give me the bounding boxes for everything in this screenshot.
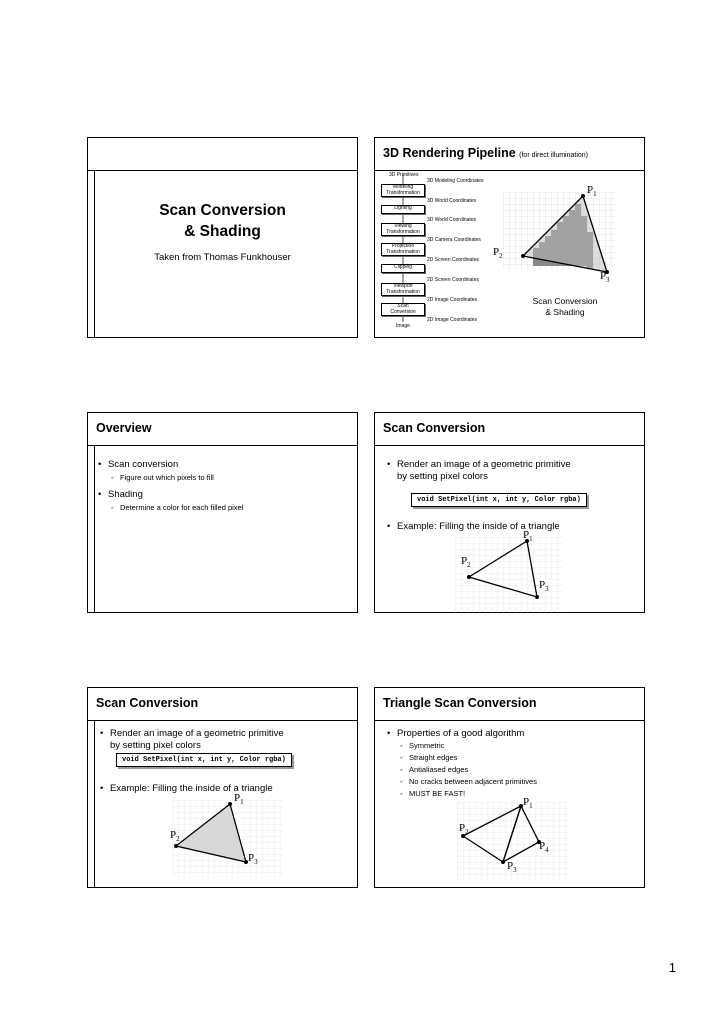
pipeline-diagram: [375, 170, 644, 337]
slide-title: Overview: [96, 421, 152, 435]
slide-header: [375, 688, 644, 721]
slide-title: Triangle Scan Conversion: [383, 696, 537, 710]
pipeline-triangle-raster: [503, 192, 623, 272]
bullet-item: • Example: Filling the inside of a triangle: [110, 783, 273, 795]
sub-bullet-item: ◦ Straight edges: [409, 752, 457, 763]
vertex-label-p1: $P_1$: [523, 796, 533, 811]
vertex-label-p1: $P_1$: [234, 792, 244, 807]
pipeline-label: 2D Screen Coordinates: [427, 277, 479, 283]
slide-subtitle: (for direct illumination): [519, 152, 589, 159]
vertex-label-p1: $P_1$: [587, 184, 597, 199]
pipeline-stage-viewing: Viewing Transformation: [381, 223, 425, 236]
pipeline-stage-scan-conversion: Scan Conversion: [381, 303, 425, 316]
sub-bullet-item: ◦ Symmetric: [409, 740, 444, 751]
triangle-filled-figure: [172, 800, 288, 882]
bullet-item: • Shading: [108, 489, 143, 501]
slide-title: Scan Conversion: [96, 696, 199, 710]
code-snippet: void SetPixel(int x, int y, Color rgba): [116, 753, 292, 767]
pipeline-label: 3D Modeling Coordinates: [427, 178, 484, 184]
pipeline-stage-viewport: Viewport Transformation: [381, 283, 425, 296]
vertex-label-p3: $P_3$: [539, 579, 549, 594]
sub-bullet-item: ◦ No cracks between adjacent primitives: [409, 776, 537, 787]
cover-title-line2: & Shading: [184, 223, 261, 240]
slide-title: Scan Conversion: [383, 421, 486, 435]
vertex-label-p2: $P_2$: [493, 246, 503, 261]
pipeline-stage-projection: Projection Transformation: [381, 243, 425, 256]
vertex-label-p3: $P_3$: [600, 270, 610, 285]
slide-scan-conversion-2: [87, 687, 358, 888]
slide-header: [375, 138, 644, 171]
sub-bullet-item: ◦ MUST BE FAST!: [409, 788, 465, 799]
vertex-label-p2: $P_2$: [459, 822, 469, 837]
vertex-label-p4: $P_4$: [539, 840, 549, 855]
pipeline-stage-clipping: Clipping: [381, 264, 425, 273]
cover-subtitle: Taken from Thomas Funkhouser: [154, 252, 291, 263]
bullet-item: • Render an image of a geometric primitive by setting pixel colors: [397, 459, 571, 483]
sub-bullet-item: ◦ Antialiased edges: [409, 764, 468, 775]
pipeline-label: 3D World Coordinates: [427, 217, 477, 223]
pipeline-label: 3D Primitives: [389, 172, 419, 178]
slide-header: [88, 688, 357, 721]
pipeline-label: 2D Image Coordinates: [427, 297, 478, 303]
page-number: 1: [668, 960, 676, 975]
vertex-label-p1: $P_1$: [523, 529, 533, 544]
slide-title-text: 3D Rendering Pipeline: [383, 146, 516, 160]
code-snippet: void SetPixel(int x, int y, Color rgba): [411, 493, 587, 507]
bullet-item: • Scan conversion: [108, 459, 178, 471]
triangle-outline-figure: [455, 537, 567, 617]
pipeline-label: 2D Image Coordinates: [427, 317, 478, 323]
bullet-item: • Example: Filling the inside of a triangle: [397, 521, 560, 533]
bullet-item: • Render an image of a geometric primitive by setting pixel colors: [110, 728, 284, 752]
slide-overview: [87, 412, 358, 613]
pipeline-label: 3D World Coordinates: [427, 198, 477, 204]
pipeline-stage-modeling: Modeling Transformation: [381, 184, 425, 197]
slide-cover: [87, 137, 358, 338]
cover-title: Scan Conversion: [159, 202, 286, 219]
slide-title: [383, 146, 588, 160]
slide-pipeline: [374, 137, 645, 338]
slide-triangle-scan-conversion: [374, 687, 645, 888]
vertex-label-p3: $P_3$: [507, 860, 517, 875]
slide-header: [88, 138, 357, 171]
slide-header: [375, 413, 644, 446]
vertex-label-p3: $P_3$: [248, 852, 258, 867]
pipeline-label: 2D Screen Coordinates: [427, 257, 479, 263]
pipeline-label: Image: [396, 323, 410, 329]
sub-bullet-item: ◦ Figure out which pixels to fill: [120, 472, 214, 483]
pipeline-label: 3D Camera Coordinates: [427, 237, 481, 243]
sub-bullet-item: ◦ Determine a color for each filled pixel: [120, 502, 243, 513]
slide-header: [88, 413, 357, 446]
slide-scan-conversion-1: [374, 412, 645, 613]
bullet-item: • Properties of a good algorithm: [397, 728, 524, 740]
pipeline-stage-lighting: Lighting: [381, 205, 425, 214]
vertex-label-p2: $P_2$: [461, 555, 471, 570]
pipeline-caption: Scan Conversion & Shading: [532, 296, 598, 317]
vertex-label-p2: $P_2$: [170, 829, 180, 844]
